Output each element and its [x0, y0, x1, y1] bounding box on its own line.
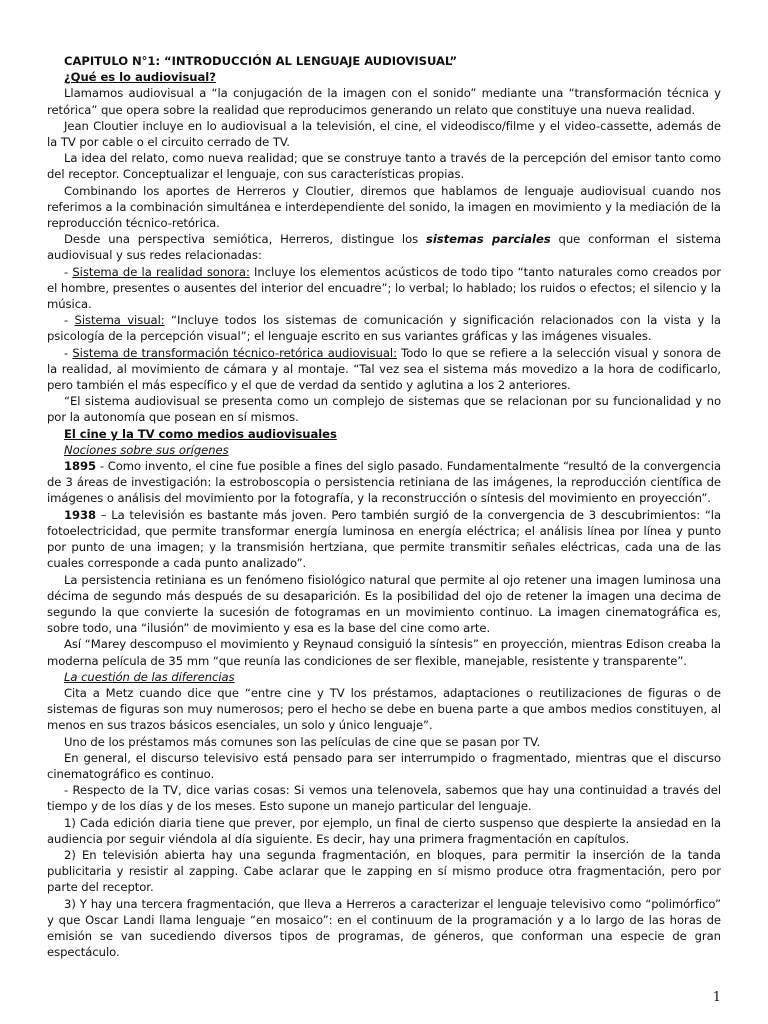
year-1895: 1895 — [64, 459, 97, 474]
paragraph: Llamamos audiovisual a “la conjugación de la imagen con el sonido” mediante una “transformación técnica y retórica” que opera sobre la realidad que reproducimos generando un relato que constituye una nueva realidad. — [47, 86, 721, 117]
document-body — [47, 53, 721, 960]
numbered-item: 3) Y hay una tercera fragmentación, que lleva a Herreros a caracterizar el lenguaje televisivo como “polimórfico” y que Oscar Landi llama lenguaje “en mosaico”: en el continuum de la programación y a lo largo de las horas de emisión se van sucediendo diversos tipos de programas, de géneros, que conforman una especie de gran espectáculo. — [47, 896, 721, 960]
list-dash: - — [64, 345, 73, 360]
emphasis-sistemas-parciales: sistemas parciales — [426, 232, 551, 247]
paragraph — [47, 458, 721, 507]
page-number: 1 — [712, 990, 721, 1005]
paragraph: - Respecto de la TV, dice varias cosas: Si vemos una telenovela, sabemos que hay una continuidad a través del tiempo y de los días y de los meses. Esto supone un manejo particular del lenguaje. — [47, 783, 721, 814]
list-item-text: “Incluye todos los sistemas de comunicación y significación relacionados con la vista y la psicología de la percepción visual”; el lenguaje escrito en sus variantes gráficas y las imágenes visuales. — [47, 313, 721, 344]
text-span: que conforman el sistema audiovisual y sus redes relacionadas: — [47, 232, 721, 263]
list-item-text: Todo lo que se refiere a la selección visual y sonora de la realidad, al movimiento de cámara y al montaje. “Tal vez sea el sistema más movedizo a la hora de codificarlo, pero también el más específico y el que de verdad da sentido y aglutina a los 2 anteriores. — [47, 345, 721, 393]
list-item-term: Sistema visual: — [74, 313, 165, 328]
paragraph: Cita a Metz cuando dice que “entre cine y TV los préstamos, adaptaciones o reutilizaciones de figuras o de sistemas de figuras son muy numerosos; pero el hecho se debe en buena parte a que ambos medios constituyen, al menos en sus trazos básicos esenciales, un solo y único lenguaje”. — [47, 685, 721, 733]
paragraph: Combinando los aportes de Herreros y Cloutier, diremos que hablamos de lenguaje audiovisual cuando nos referimos a la combinación simultánea e interdependiente del sonido, la imagen en movimiento y la mediación de la reproducción técnico-retórica. — [47, 183, 721, 231]
section-heading-cine-tv: El cine y la TV como medios audiovisuales — [64, 426, 337, 441]
paragraph: En general, el discurso televisivo está pensado para ser interrumpido o fragmentado, mientras que el discurso cinematográfico es continuo. — [47, 750, 721, 781]
text-span: Desde una perspectiva semiótica, Herreros, distingue los — [64, 232, 427, 247]
list-item-sistema-visual — [47, 312, 721, 344]
section-heading-audiovisual: ¿Qué es lo audiovisual? — [64, 70, 216, 85]
list-item-realidad-sonora — [47, 264, 721, 313]
list-dash: - — [64, 264, 73, 279]
numbered-item: 1) Cada edición diaria tiene que prever, por ejemplo, un final de cierto suspenso que despierte la ansiedad en la audiencia por seguir viéndola al día siguiente. Es decir, hay una primera fragmentación en capítulos. — [47, 815, 721, 846]
chapter-title: CAPITULO N°1: “INTRODUCCIÓN AL LENGUAJE AUDIOVISUAL” — [64, 54, 458, 68]
numbered-item: 2) En televisión abierta hay una segunda fragmentación, en bloques, para permitir la inserción de la tanda publicitaria y resistir al zapping. Cabe aclarar que le zapping en sí mismo produce otra fragmentación, pero por parte del receptor. — [47, 847, 721, 895]
list-item-text: Incluye los elementos acústicos de todo tipo “tanto naturales como creados por el hombre, presentes o ausentes del interior del encuadre”; lo verbal; lo hablado; los ruidos o efectos; el silencio y la música. — [47, 264, 721, 312]
paragraph: “El sistema audiovisual se presenta como un complejo de sistemas que se relacionan por su funcionalidad y no por la autonomía que posean en sí mismos. — [47, 394, 721, 425]
list-item-transformacion — [47, 345, 721, 394]
list-dash: - — [64, 313, 75, 328]
list-item-term: Sistema de transformación técnico-retórica audiovisual: — [72, 345, 397, 360]
paragraph: Jean Cloutier incluye en lo audiovisual a la televisión, el cine, el videodisco/filme y el video-cassette, además de la TV por cable o el circuito cerrado de TV. — [47, 118, 721, 150]
paragraph: Uno de los préstamos más comunes son las películas de cine que se pasan por TV. — [64, 734, 541, 749]
paragraph: La idea del relato, como nueva realidad; que se construye tanto a través de la percepción del emisor tanto como del receptor. Conceptualizar el lenguaje, con sus características propias. — [47, 151, 721, 182]
paragraph — [47, 231, 721, 263]
subheading-diferencias: La cuestión de las diferencias — [64, 669, 235, 684]
year-1938: 1938 — [64, 507, 97, 522]
text-span: - Como invento, el cine fue posible a fines del siglo pasado. Fundamentalmente “resultó de la convergencia de 3 áreas de investigación: la estroboscopia o persistencia retiniana de las imágenes, la reproducción científica de imágenes o análisis del movimiento por la fotografía, y la reconstrucción o síntesis del movimiento en proyección”. — [47, 459, 721, 506]
paragraph: Así “Marey descompuso el movimiento y Reynaud consiguió la síntesis” en proyección, mientras Edison creaba la moderna película de 35 mm “que reunía las condiciones de ser flexible, manejable, resistente y transparente”. — [47, 637, 721, 668]
paragraph — [47, 507, 721, 572]
text-span: – La televisión es bastante más joven. Pero también surgió de la convergencia de 3 descubrimientos: “la fotoelectricidad, que permite transformar energía luminosa en energía eléctrica; el análisis línea por línea y punto por punto de una imagen; y la transmisión hertziana, que permite transmitir señales eléctricas, cada una de las cuales corresponde a cada punto analizado”. — [47, 507, 721, 571]
list-item-term: Sistema de la realidad sonora: — [72, 264, 250, 279]
subheading-origenes: Nociones sobre sus orígenes — [64, 442, 229, 457]
paragraph: La persistencia retiniana es un fenómeno fisiológico natural que permite al ojo retener una imagen luminosa una décima de segundo más después de su desaparición. Es la posibilidad del ojo de retener la imagen una decima de segundo la que convierte la sucesión de fotogramas en un movimiento continuo. La imagen cinematográfica es, sobre todo, una “ilusión” de movimiento y esa es la base del cine como arte. — [47, 572, 721, 636]
